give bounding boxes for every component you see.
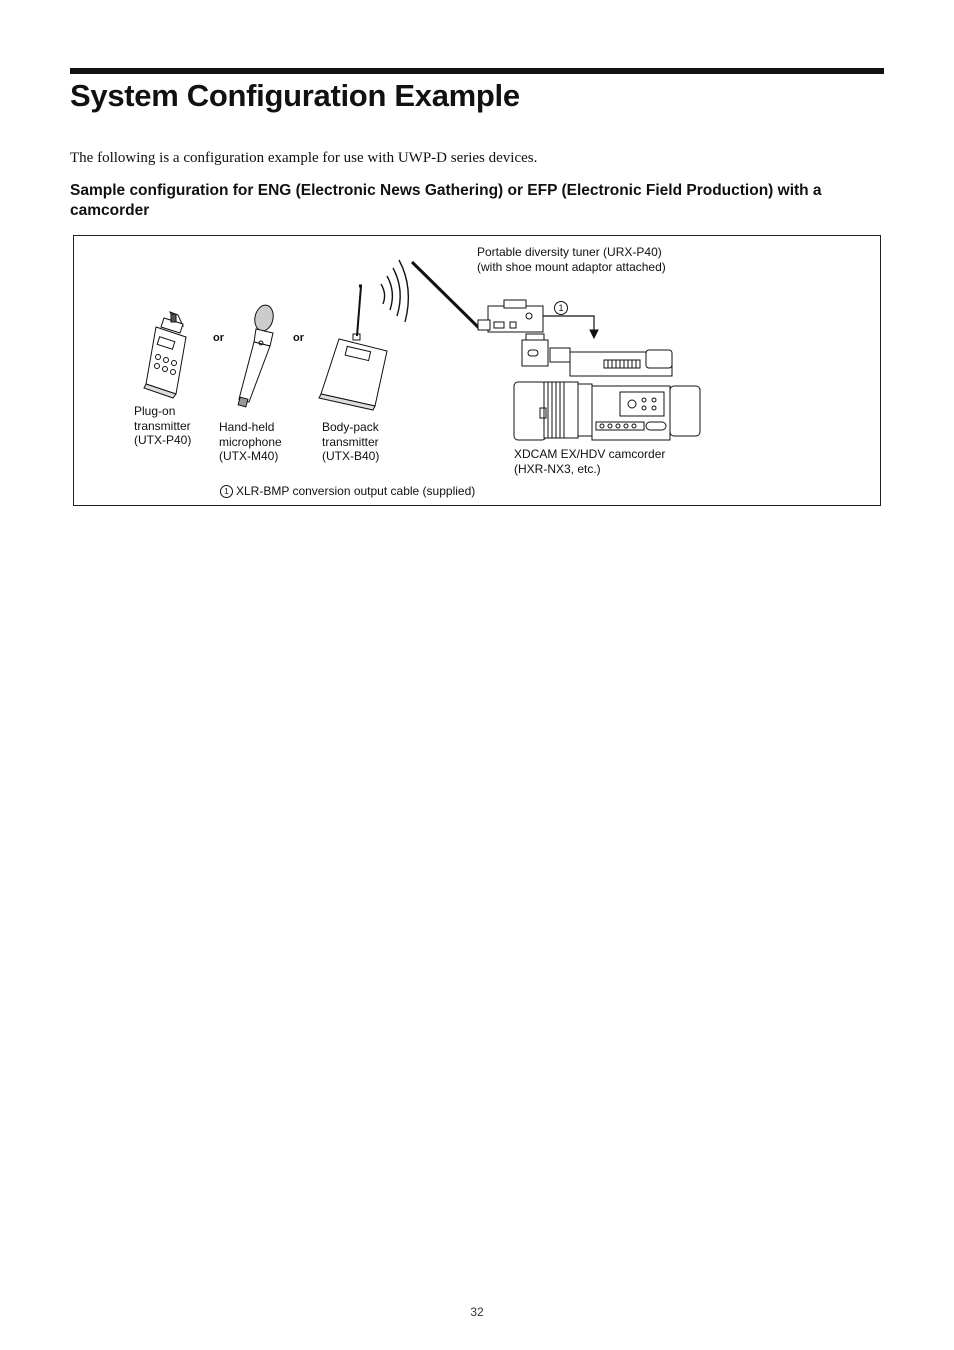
bodypack-transmitter-illustration bbox=[319, 286, 387, 410]
section-subheading: Sample configuration for ENG (Electronic News Gathering) or EFP (Electronic Field Production) with a camcorder bbox=[70, 182, 822, 219]
tuner-illustration bbox=[478, 300, 543, 332]
cable-line bbox=[543, 316, 594, 332]
camcorder-label: XDCAM EX/HDV camcorder (HXR-NX3, etc.) bbox=[514, 447, 666, 476]
cable-arrowhead bbox=[590, 330, 598, 338]
page-number: 32 bbox=[470, 1305, 484, 1319]
caption-number: 1 bbox=[220, 485, 233, 498]
cable-callout-number: 1 bbox=[554, 301, 568, 315]
radio-waves-illustration bbox=[381, 260, 408, 322]
tuner-label: Portable diversity tuner (URX-P40) (with shoe mount adaptor attached) bbox=[477, 245, 666, 274]
figure-caption bbox=[220, 484, 475, 499]
configuration-illustration bbox=[74, 236, 880, 505]
plugon-transmitter-label: Plug-on transmitter (UTX-P40) bbox=[134, 404, 192, 447]
caption-text: XLR-BMP conversion output cable (supplied) bbox=[236, 484, 476, 498]
tuner-antenna bbox=[412, 262, 479, 328]
shoe-mount-adaptor bbox=[522, 334, 548, 366]
configuration-figure bbox=[73, 235, 881, 506]
plugon-transmitter-illustration bbox=[144, 312, 186, 398]
or-label-2: or bbox=[293, 332, 304, 344]
handheld-microphone-label: Hand-held microphone (UTX-M40) bbox=[219, 420, 282, 463]
handheld-microphone-illustration bbox=[238, 303, 275, 406]
bodypack-transmitter-label: Body-pack transmitter (UTX-B40) bbox=[322, 420, 380, 463]
or-label-1: or bbox=[213, 332, 224, 344]
intro-paragraph: The following is a configuration example for use with UWP-D series devices. bbox=[70, 150, 538, 166]
page-title: System Configuration Example bbox=[70, 78, 520, 113]
title-rule bbox=[70, 68, 884, 74]
